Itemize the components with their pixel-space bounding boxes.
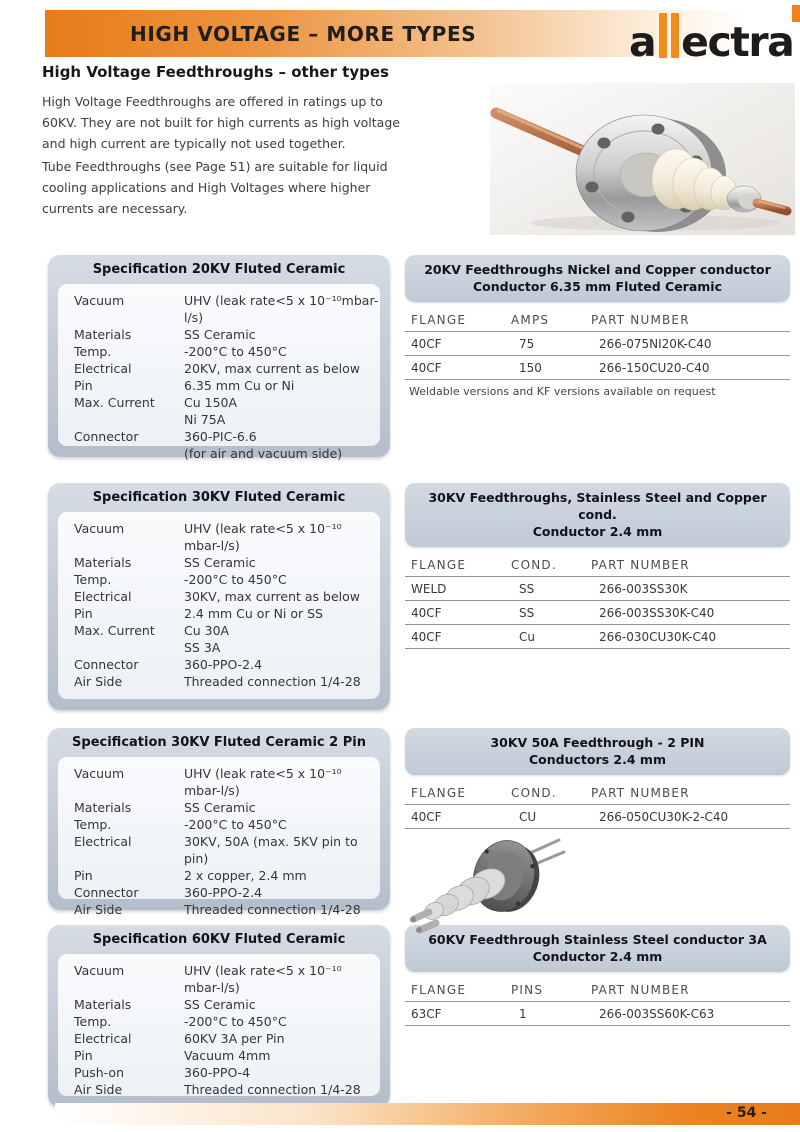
column-header: AMPS [511,312,550,327]
table-title-line2: Conductors 2.4 mm [529,752,666,767]
spec-block-title: Specification 30KV Fluted Ceramic [92,490,346,505]
spec-value: -200°C to 450°C [184,572,287,587]
spec-value: -200°C to 450°C [184,344,287,359]
spec-row [74,816,380,833]
spec-row [74,622,380,639]
spec-row [74,1064,380,1081]
table-row [405,332,790,356]
column-header: COND. [511,785,557,800]
table-column-headers [405,781,790,805]
table-title [405,728,790,775]
spec-label: Temp. [74,1014,112,1029]
table-title-line2: Conductor 6.35 mm Fluted Ceramic [472,279,723,294]
table-body [405,805,790,829]
column-header: FLANGE [411,785,467,800]
part-number-cell: 266-003SS30K-C40 [599,605,715,620]
spec-label: Pin [74,378,93,393]
table-title-line1: 30KV Feedthroughs, Stainless Steel and Copper cond. [428,490,767,522]
table-title-line2: Conductor 2.4 mm [532,949,663,964]
logo-text-ectra: ectra [681,18,794,67]
part-number-cell: 266-050CU30K-2-C40 [599,809,729,824]
flange-cell: 40CF [411,336,442,351]
section-heading: High Voltage Feedthroughs – other types [42,63,389,81]
spec-label: Temp. [74,817,112,832]
spec-row [74,1047,380,1064]
spec-value: Cu 30A [184,623,230,638]
spec-label: Materials [74,327,132,342]
spec-row [74,639,380,656]
spec-value: SS Ceramic [184,800,256,815]
spec-label: Max. Current [74,395,155,410]
spec-label [74,411,184,428]
column-header: COND. [511,557,557,572]
column-header: PART NUMBER [591,557,690,572]
spec-label: Connector [74,429,139,444]
column-header: PART NUMBER [591,982,690,997]
spec-label: Air Side [74,674,123,689]
spec-value: 30KV, max current as below [184,589,360,604]
table-20kv-parts [405,255,790,398]
table-column-headers [405,308,790,332]
spec-label: Max. Current [74,623,155,638]
page-title: HIGH VOLTAGE – MORE TYPES [130,21,477,46]
spec-value: UHV (leak rate<5 x 10⁻¹⁰mbar-l/s) [184,293,379,325]
spec-value: 2 x copper, 2.4 mm [184,868,307,883]
spec-label: Vacuum [74,293,125,308]
spec-rows-panel [58,284,380,461]
spec-value: Threaded connection 1/4-28 [184,674,361,689]
table-row [405,577,790,601]
spec-row [74,428,380,445]
part-number-cell: 266-003SS60K-C63 [599,1006,715,1021]
spec-rows-panel [58,954,380,1096]
intro-paragraph-2: Tube Feedthroughs (see Page 51) are suitable for liquid cooling applications and High Voltages where higher currents are necessary. [42,159,388,216]
table-body [405,1002,790,1026]
table-60kv-parts [405,925,790,1026]
part-number-cell: 266-075NI20K-C40 [599,336,712,351]
spec-label: Air Side [74,1082,123,1097]
part-number-cell: 266-150CU20-C40 [599,360,710,375]
spec-row [74,1013,380,1030]
spec-label: Vacuum [74,766,125,781]
table-title [405,255,790,302]
spec-row [74,833,380,867]
spec-label: Materials [74,800,132,815]
rating-cell: 75 [519,336,535,351]
spec-label: Pin [74,606,93,621]
table-title-line1: 30KV 50A Feedthrough - 2 PIN [490,735,705,750]
spec-value: Threaded connection 1/4-28 [184,902,361,917]
spec-value: SS Ceramic [184,555,256,570]
rating-cell: SS [519,581,535,596]
table-title-line2: Conductor 2.4 mm [532,524,663,539]
table-row [405,625,790,649]
rating-cell: SS [519,605,535,620]
spec-block-title: Specification 30KV Fluted Ceramic 2 Pin [72,735,366,750]
spec-rows-panel [58,512,380,699]
spec-label: Connector [74,657,139,672]
table-title-line1: 60KV Feedthrough Stainless Steel conductor 3A [428,932,767,947]
spec-block-20kv [48,255,390,461]
spec-label [74,639,184,656]
spec-row [74,884,380,901]
spec-row [74,445,380,462]
column-header: FLANGE [411,312,467,327]
allectra-logo [629,9,794,67]
spec-row [74,377,380,394]
logo-l-bar-icon [659,13,667,58]
spec-value: UHV (leak rate<5 x 10⁻¹⁰ mbar-l/s) [184,963,342,995]
spec-label: Air Side [74,902,123,917]
spec-value: Vacuum 4mm [184,1048,271,1063]
flange-cell: WELD [411,581,447,596]
spec-label: Vacuum [74,963,125,978]
spec-block-title: Specification 20KV Fluted Ceramic [92,262,346,277]
rating-cell: 150 [519,360,542,375]
table-row [405,805,790,829]
spec-label: Electrical [74,589,132,604]
spec-value: 360-PIC-6.6 [184,429,257,444]
table-row [405,601,790,625]
table-row [405,1002,790,1026]
spec-row [74,867,380,884]
flange-cell: 40CF [411,360,442,375]
spec-row [74,326,380,343]
spec-block-title: Specification 60KV Fluted Ceramic [92,932,346,947]
spec-row [74,554,380,571]
table-title [405,483,790,547]
spec-row [74,1030,380,1047]
spec-row [74,765,380,799]
table-row [405,356,790,380]
spec-row [74,411,380,428]
table-30kv-parts [405,483,790,649]
spec-value: SS Ceramic [184,997,256,1012]
spec-label: Temp. [74,344,112,359]
column-header: FLANGE [411,982,467,997]
spec-row [74,996,380,1013]
logo-text-a: a [629,18,656,67]
spec-value: SS Ceramic [184,327,256,342]
spec-value: 6.35 mm Cu or Ni [184,378,295,393]
spec-row [74,656,380,673]
spec-block-30kv [48,483,390,710]
flange-cell: 40CF [411,605,442,620]
table-grid [405,781,790,829]
table-body [405,577,790,649]
spec-value: -200°C to 450°C [184,1014,287,1029]
intro-paragraph-1: High Voltage Feedthroughs are offered in ratings up to 60KV. They are not built for high currents as high voltage and high current are typically not used together. [42,94,400,151]
flange-cell: 63CF [411,1006,442,1021]
drawing-2pin-feedthrough [405,828,580,928]
spec-value: Cu 150A [184,395,238,410]
spec-label: Electrical [74,834,132,849]
spec-row [74,605,380,622]
spec-label: Pin [74,868,93,883]
spec-row [74,520,380,554]
spec-row [74,673,380,690]
spec-block-30kv-2pin [48,728,390,917]
spec-row [74,343,380,360]
spec-value: UHV (leak rate<5 x 10⁻¹⁰ mbar-l/s) [184,766,342,798]
logo-l-bar-icon [671,13,679,58]
column-header: PART NUMBER [591,312,690,327]
spec-row [74,360,380,377]
page-number: - 54 - [726,1105,767,1121]
spec-label: Temp. [74,572,112,587]
spec-row [74,292,380,326]
spec-value: 2.4 mm Cu or Ni or SS [184,606,323,621]
spec-value: 60KV 3A per Pin [184,1031,285,1046]
spec-value: 360-PPO-2.4 [184,657,263,672]
spec-row [74,588,380,605]
flange-cell: 40CF [411,809,442,824]
table-note: Weldable versions and KF versions available on request [409,385,716,398]
spec-value: 360-PPO-4 [184,1065,251,1080]
spec-row [74,799,380,816]
table-grid [405,978,790,1026]
spec-label: Materials [74,555,132,570]
spec-value: UHV (leak rate<5 x 10⁻¹⁰ mbar-l/s) [184,521,342,553]
spec-value: 360-PPO-2.4 [184,885,263,900]
spec-label: Electrical [74,361,132,376]
page-footer-bar [55,1103,800,1125]
product-photo-feedthrough [490,83,795,235]
spec-value: 30KV, 50A (max. 5KV pin to pin) [184,834,358,866]
table-body [405,332,790,380]
column-header: PINS [511,982,544,997]
spec-row [74,1081,380,1098]
spec-label: Electrical [74,1031,132,1046]
spec-value: (for air and vacuum side) [184,446,343,461]
rating-cell: Cu [519,629,535,644]
column-header: FLANGE [411,557,467,572]
spec-rows-panel [58,757,380,917]
spec-label: Pin [74,1048,93,1063]
table-column-headers [405,978,790,1002]
spec-label [74,445,184,462]
spec-label: Materials [74,997,132,1012]
part-number-cell: 266-003SS30K [599,581,688,596]
table-30kv-2pin-parts [405,728,790,829]
rating-cell: 1 [519,1006,527,1021]
spec-value: 20KV, max current as below [184,361,360,376]
table-title-line1: 20KV Feedthroughs Nickel and Copper conductor [424,262,771,277]
table-grid [405,553,790,649]
part-number-cell: 266-030CU30K-C40 [599,629,717,644]
spec-label: Push-on [74,1065,124,1080]
spec-value: SS 3A [184,640,221,655]
spec-value: Ni 75A [184,412,226,427]
spec-row [74,901,380,918]
table-column-headers [405,553,790,577]
flange-cell: 40CF [411,629,442,644]
spec-row [74,571,380,588]
column-header: PART NUMBER [591,785,690,800]
spec-label: Connector [74,885,139,900]
spec-label: Vacuum [74,521,125,536]
spec-block-60kv [48,925,390,1107]
table-grid [405,308,790,380]
rating-cell: CU [519,809,537,824]
spec-row [74,394,380,411]
spec-value: -200°C to 450°C [184,817,287,832]
spec-row [74,962,380,996]
spec-value: Threaded connection 1/4-28 [184,1082,361,1097]
